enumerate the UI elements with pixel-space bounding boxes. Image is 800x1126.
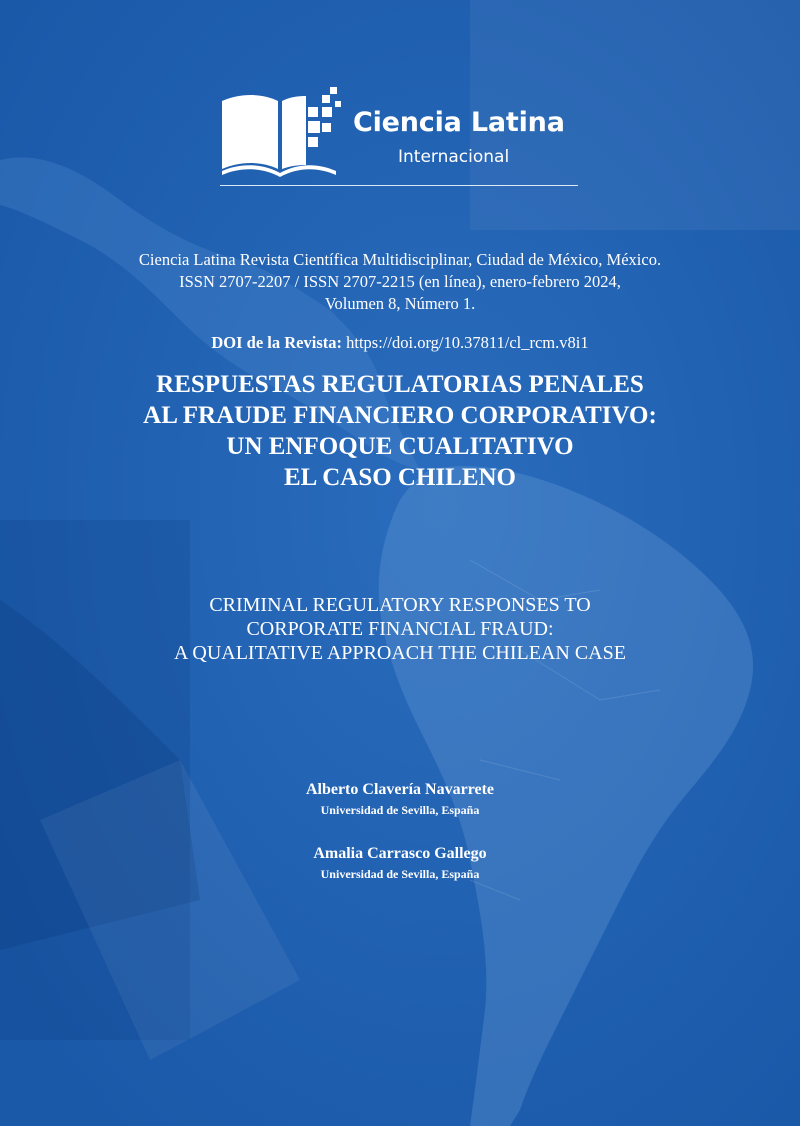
title-es-line: RESPUESTAS REGULATORIAS PENALES	[156, 371, 644, 398]
title-en-line: A QUALITATIVE APPROACH THE CHILEAN CASE	[174, 642, 626, 664]
doi-label: DOI de la Revista:	[211, 333, 343, 352]
journal-logo	[218, 85, 588, 190]
title-es-line: EL CASO CHILENO	[283, 464, 516, 491]
author-block	[0, 779, 800, 819]
journal-info-line: Ciencia Latina Revista Científica Multidisciplinar, Ciudad de México, México.	[138, 250, 662, 269]
article-title-english	[0, 593, 800, 665]
author-name: Alberto Clavería Navarrete	[305, 781, 495, 798]
title-en-line: CRIMINAL REGULATORY RESPONSES TO	[209, 594, 591, 616]
author-name: Amalia Carrasco Gallego	[313, 845, 487, 862]
author-affiliation: Universidad de Sevilla, España	[320, 803, 480, 817]
author-block	[0, 843, 800, 883]
article-title-spanish	[0, 369, 800, 493]
title-en-line: CORPORATE FINANCIAL FRAUD:	[246, 618, 554, 640]
title-es-line: UN ENFOQUE CUALITATIVO	[226, 433, 574, 460]
book-icon	[218, 85, 343, 177]
volume-line: Volumen 8, Número 1.	[324, 294, 476, 313]
title-es-line: AL FRAUDE FINANCIERO CORPORATIVO:	[143, 402, 657, 429]
doi-line	[0, 333, 800, 353]
doi-link[interactable]: https://doi.org/10.37811/cl_rcm.v8i1	[346, 333, 589, 352]
author-affiliation: Universidad de Sevilla, España	[320, 867, 480, 881]
logo-subtitle: Internacional	[398, 147, 510, 167]
journal-info	[0, 249, 800, 315]
logo-divider	[220, 185, 578, 186]
issn-line: ISSN 2707-2207 / ISSN 2707-2215 (en línea), enero-febrero 2024,	[179, 272, 621, 291]
logo-title: Ciencia Latina	[353, 107, 565, 138]
